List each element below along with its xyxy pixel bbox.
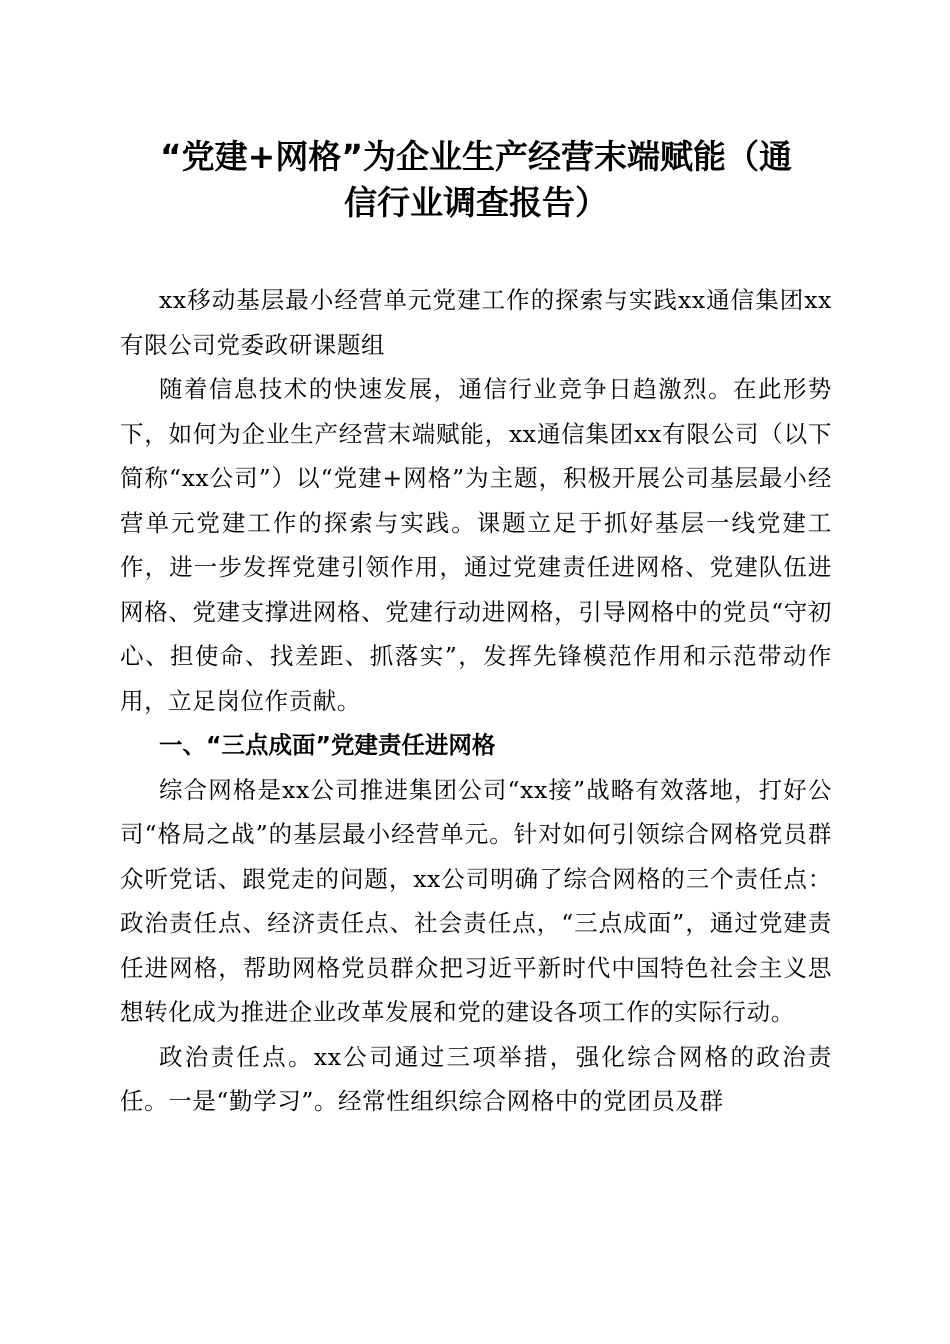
title-line-2: 信行业调查报告） [344, 183, 608, 222]
document-title [120, 134, 832, 226]
byline-paragraph: xx移动基层最小经营单元党建工作的探索与实践xx通信集团xx有限公司党委政研课题组 [120, 286, 832, 359]
section-1-paragraph-1: 综合网格是xx公司推进集团公司“xx接”战略有效落地，打好公司“格局之战”的基层最小经营单元。针对如何引领综合网格党员群众听党话、跟党走的问题，xx公司明确了综合网格的三个责任点：政治责任点、经济责任点、社会责任点，“三点成面”，通过党建责任进网格，帮助网格党员群众把习近平新时代中国特色社会主义思想转化成为推进企业改革发展和党的建设各项工作的实际行动。 [120, 775, 832, 1026]
intro-paragraph: 随着信息技术的快速发展，通信行业竞争日趋激烈。在此形势下，如何为企业生产经营末端赋能，xx通信集团xx有限公司（以下简称“xx公司”）以“党建+网格”为主题，积极开展公司基层最小经营单元党建工作的探索与实践。课题立足于抓好基层一线党建工作，进一步发挥党建引领作用，通过党建责任进网格、党建队伍进网格、党建支撑进网格、党建行动进网格，引导网格中的党员“守初心、担使命、找差距、抓落实”，发挥先锋模范作用和示范带动作用，立足岗位作贡献。 [120, 375, 832, 715]
section-heading-1: 一、“三点成面”党建责任进网格 [159, 731, 496, 759]
section-1-paragraph-2: 政治责任点。xx公司通过三项举措，强化综合网格的政治责任。一是“勤学习”。经常性组织综合网格中的党团员及群 [120, 1042, 832, 1115]
title-line-1: “党建+网格”为企业生产经营末端赋能（通 [159, 137, 793, 176]
document-body [120, 278, 832, 1124]
